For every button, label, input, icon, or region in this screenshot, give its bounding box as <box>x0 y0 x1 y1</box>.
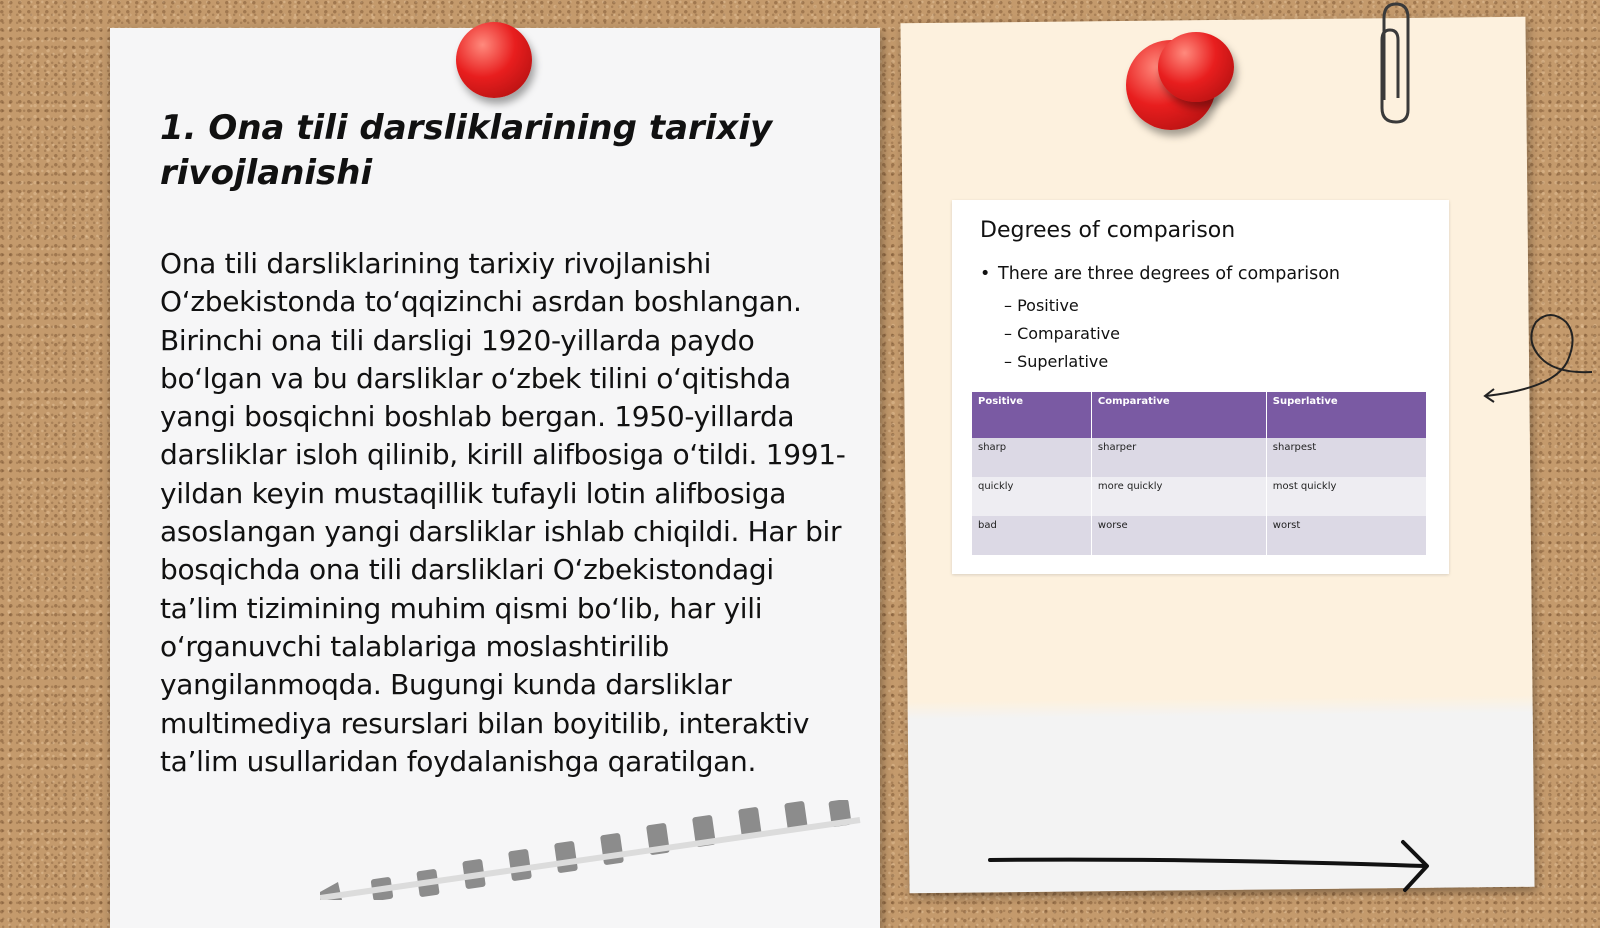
table-cell: worst <box>1266 516 1426 555</box>
table-cell: sharp <box>972 438 1092 477</box>
slide-bullet-text: There are three degrees of comparison <box>998 264 1341 284</box>
table-row <box>972 438 1427 477</box>
note-title: 1. Ona tili darsliklarining tarixiy rivojlanishi <box>160 108 773 193</box>
slide-sub-item: – Comparative <box>1004 324 1121 343</box>
table-header-row <box>972 392 1427 438</box>
slide-sub-item: – Superlative <box>1004 352 1109 371</box>
table-cell: bad <box>972 516 1092 555</box>
table-header-cell: Comparative <box>1091 392 1266 438</box>
paperclip-icon <box>1374 0 1414 125</box>
table-row <box>972 516 1427 555</box>
note-body-text: Ona tili darsliklarining tarixiy rivojlanishi O‘zbekistonda to‘qqizinchi asrdan boshlangan. Birinchi ona tili darsligi 1920-yillarda paydo bo‘lgan va bu darsliklar o‘zbek tilini o‘qitishda yangi bosqichni boshlab bergan. 1950-yillarda darsliklar isloh qilinib, kirill alifbosiga o‘tildi. 1991-yildan keyin mustaqillik tufayli lotin alifbosiga asoslangan yangi darsliklar ishlab chiqildi. Har bir bosqichda ona tili darsliklari O‘zbekistondagi ta’lim tizimining muhim qismi bo‘lib, har yili o‘rganuvchi talablariga moslashtirilib yangilanmoqda. Bugungi kunda darsliklar multimediya resurslari bilan boyitilib, interaktiv ta’lim usullaridan foydalanishga qaratilgan. <box>160 247 846 778</box>
table-header-cell: Positive <box>972 392 1092 438</box>
table-cell: sharper <box>1091 438 1266 477</box>
long-arrow-icon <box>985 838 1445 898</box>
slide-bullet <box>980 264 1340 284</box>
table-cell: more quickly <box>1091 477 1266 516</box>
torn-notebook-edge <box>320 800 880 900</box>
table-cell: most quickly <box>1266 477 1426 516</box>
table-header-cell: Superlative <box>1266 392 1426 438</box>
table-cell: worse <box>1091 516 1266 555</box>
loop-arrow-icon <box>1480 312 1595 407</box>
push-pin-icon <box>456 22 532 98</box>
slide-sub-item: – Positive <box>1004 296 1079 315</box>
table-cell: sharpest <box>1266 438 1426 477</box>
bullet-icon: • <box>980 264 991 284</box>
push-pin-icon <box>1158 32 1234 102</box>
slide-title: Degrees of comparison <box>980 218 1236 243</box>
table-cell: quickly <box>972 477 1092 516</box>
table-row <box>972 477 1427 516</box>
slide-image <box>952 200 1449 574</box>
comparison-table <box>971 392 1426 555</box>
